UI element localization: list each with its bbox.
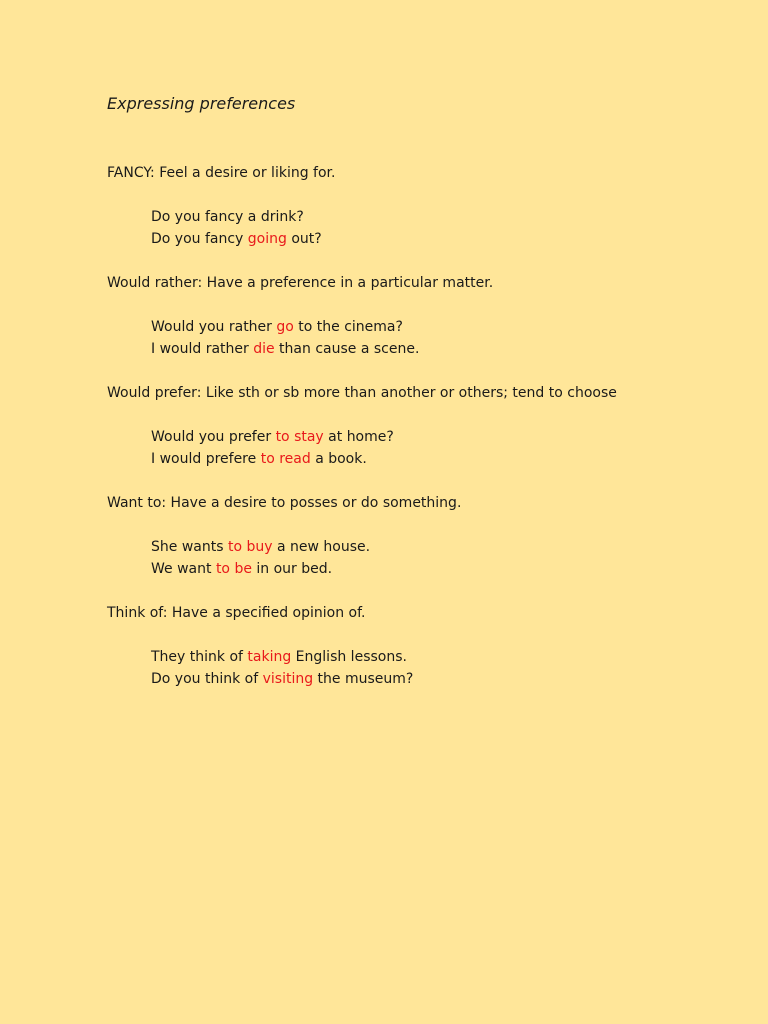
definition: Would prefer: Like sth or sb more than another or others; tend to choose: [107, 385, 617, 401]
example-sentence: [107, 228, 728, 250]
example-sentence: [107, 536, 728, 558]
example-text: I would prefere: [151, 451, 261, 467]
document-content: [107, 162, 728, 712]
example-text: the museum?: [313, 671, 414, 687]
example-text: They think of: [151, 649, 248, 665]
highlighted-word: die: [253, 341, 275, 357]
section-fancy: [107, 162, 728, 250]
example-text: Would you rather: [151, 319, 277, 335]
example-sentence: [107, 338, 728, 360]
highlighted-word: to stay: [275, 429, 324, 445]
document-title: Expressing preferences: [107, 94, 296, 113]
highlighted-word: visiting: [262, 671, 314, 687]
highlighted-word: to read: [260, 451, 311, 467]
definition: Want to: Have a desire to posses or do something.: [107, 495, 462, 511]
highlighted-word: to buy: [227, 539, 273, 555]
example-text: to the cinema?: [293, 319, 403, 335]
example-text: English lessons.: [291, 649, 407, 665]
example-text: Do you fancy: [151, 231, 248, 247]
example-text: Do you fancy a drink?: [151, 209, 304, 225]
definition: Would rather: Have a preference in a particular matter.: [107, 275, 494, 291]
section-want-to: [107, 492, 728, 580]
example-text: I would rather: [151, 341, 254, 357]
section-would-prefer: [107, 382, 728, 470]
example-text: at home?: [323, 429, 394, 445]
example-text: a new house.: [272, 539, 371, 555]
example-sentence: [107, 646, 728, 668]
highlighted-word: taking: [247, 649, 292, 665]
definition: Think of: Have a specified opinion of.: [107, 605, 366, 621]
example-sentence: [107, 316, 728, 338]
highlighted-word: going: [247, 231, 287, 247]
example-text: Would you prefer: [151, 429, 276, 445]
highlighted-word: go: [276, 319, 294, 335]
example-sentence: [107, 206, 728, 228]
example-sentence: [107, 448, 728, 470]
example-text: We want: [151, 561, 216, 577]
example-sentence: [107, 426, 728, 448]
example-text: in our bed.: [251, 561, 333, 577]
example-text: out?: [286, 231, 322, 247]
example-text: Do you think of: [151, 671, 263, 687]
example-sentence: [107, 668, 728, 690]
example-sentence: [107, 558, 728, 580]
example-text: a book.: [310, 451, 367, 467]
definition: FANCY: Feel a desire or liking for.: [107, 165, 336, 181]
example-text: than cause a scene.: [274, 341, 420, 357]
section-would-rather: [107, 272, 728, 360]
highlighted-word: to be: [215, 561, 252, 577]
example-text: She wants: [151, 539, 228, 555]
section-think-of: [107, 602, 728, 690]
